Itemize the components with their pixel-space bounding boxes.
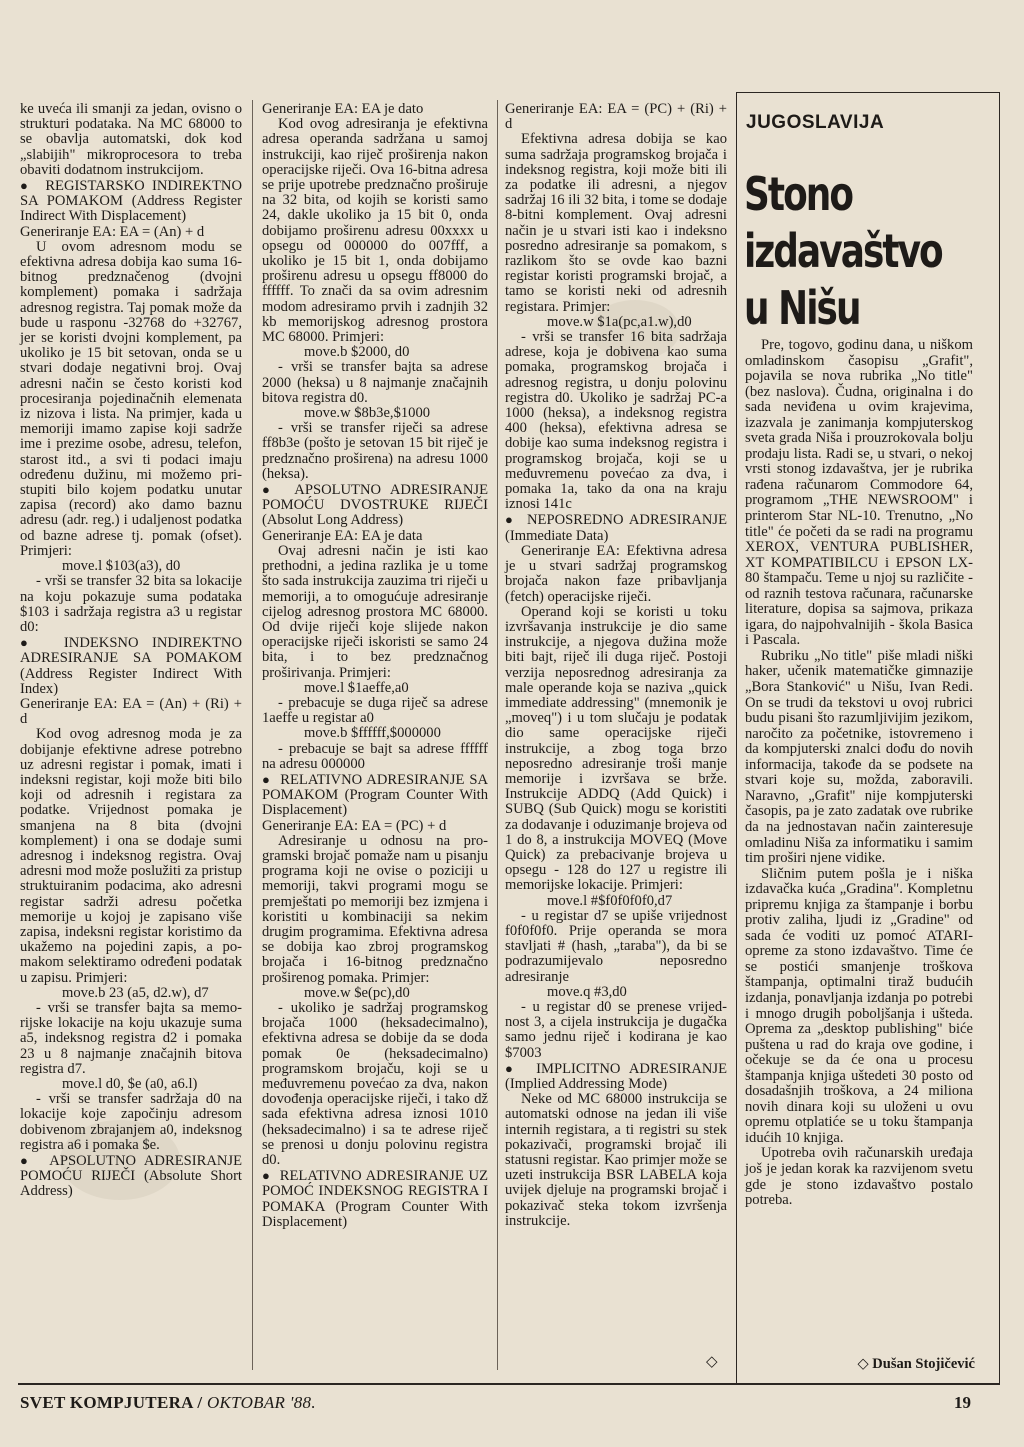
code-example: move.b 23 (a5, d2.w), d7 [62, 984, 209, 1001]
section-heading: ● APSOLUTNO ADRESIRANJE POMOĆU RIJEČI (Absolute Short Address) [20, 1153, 242, 1200]
paragraph: - vrši se transfer sadržaja d0 na lokacije koje započinju adresom dobivenom zbrajanjem a0, indeksnog registra a6 i pomaka $e. [20, 1091, 242, 1153]
paragraph: Generiranje EA: EA = (PC) + (Ri) + d [505, 101, 727, 133]
sidebar-paragraph: Sličnim putem pošla je i niška izdavačka kuća „Gradina". Kompletnu pripremu knjiga za štampanje i borbu protiv zaliha, ljudi iz „Gradine" od sada će voditi uz pomoć ATARI-opreme za stono izdavaštvo. Time će se postići smanjenje troškova štampanja, optimalni tiraž budućih izdanja, ponavljanja izdanja po potrebi i mnogo drugih poboljšanja i ušteda. Oprema za „desktop publishing" biće puštena u rad do kraja ove godine, i očekuje se da će ona u procesu štampanja knjiga uštedeti 30 posto od dosadašnjih troškova, a 24 miliona novih dinara koji su uloženi u ovu opremu otplatiće se u toku štampanja idućih 10 knjiga. [745, 865, 973, 1146]
sidebar-body [745, 338, 973, 1209]
paragraph: Adresiranje u odnosu na programski brojač pomaže nam u pisanju programa koji ne ovise o poziciji u memoriji, takvi programi mogu se premještati po memoriji bez izmjena i koristiti u kombinaciji sa nekim drugim programima. Efektivna adresa se dobija kao zbroj programskog brojača i 16-bitnog predznačno proširenog pomaka. Primjer: [262, 832, 488, 986]
code-example: move.b $ffffff,$000000 [304, 725, 441, 742]
article-column-3 [505, 102, 727, 1229]
page-number: 19 [954, 1393, 971, 1412]
paragraph: - u registar d0 se prenese vrijednost 3, a cijela instrukcija je dugačka samo jednu riječ i kodirana je kao $7003 [505, 998, 727, 1061]
paragraph: Generiranje EA: EA je data [262, 527, 423, 544]
paragraph: - vrši se transfer bajta sa adrese 2000 (heksa) u 8 najmanje značajnih bitova registra d0. [262, 359, 488, 406]
article-column-2 [262, 102, 488, 1230]
paragraph: - vrši se transfer riječi sa adrese ff8b3e (pošto je setovan 15 bit riječ je predznačno proširena) na adresu 1000 (heksa). [262, 420, 488, 482]
sidebar-headline: Stono izdavaštvo u Nišu [744, 167, 942, 335]
paragraph: U ovom adresnom modu se efektivna adresa dobija kao suma 16-bitnog predznačenog (dvojni komplement) pomaka i sadržaja adresnog registra. Taj pomak može da bude u rasponu -32768 do +32767, jer se koristi dvojni komplement, pa ukoliko je 15 bit setovan, onda se u stvari dodaje negativni broj. Ovaj adresni način se često koristi kod procesiranja pojedinačnih elemenata iz nizova i lista. Na primjer, kada u memoriji imamo zapise koji sadrže ime i prezime osobe, adresu, telefon, starost itd., a svi ti podaci imaju određenu dužinu, mi možemo pristupiti bilo kojem podatku unutar zapisa (record) ako damo baznu adresu (adr. reg.) i udaljenost podatka od bazne adrese tj. pomak (ofset). Primjeri: [20, 238, 242, 559]
footer-masthead [20, 1393, 316, 1413]
code-example: move.w $8b3e,$1000 [304, 405, 431, 422]
section-heading: ● INDEKSNO INDIREKTNO ADRESIRANJE SA POMAKOM (Address Register Indirect With Index) [20, 635, 242, 697]
paragraph: Generiranje EA: EA = (PC) + d [262, 817, 447, 834]
sidebar-paragraph: Pre, togovo, godinu dana, u niškom omladinskom časopisu „Grafit", pojavila se nova rubrika „No title" (bez naslova). Čudna, originalna i do sada neviđena u ovim krajevima, izazvala je zanimanja kompjuterskog sveta grada Niša i prouzrokovala bolju prodaju lista. Radi se, u stvari, o nekoj vrsti stonog izdavaštva, jer je rubrika rađena računarom Commodore 64, programom „THE NEWSROOM" i printerom Star NL-10. Trenutno, „No title" će početi da se radi na programu XEROX, VENTURA PUBLISHER, XT KOMPATIBILCU i EPSON LX-80 štampaču. Teme u njoj su različite - od raznih testova računara, računarske literature, dopisa sa sajmova, prikaza igara, do najpohvalnijih - škola Basica i Pascala. [745, 337, 973, 649]
sidebar-kicker: JUGOSLAVIJA [746, 112, 885, 133]
paragraph: ke uveća ili smanji za jedan, ovisno o strukturi podataka. Na MC 68000 to se obavlja automatski, dok kod „slabijih" mikroprocesora to treba obaviti dodatnom instrukcijom. [20, 101, 242, 178]
paragraph: Generiranje EA: EA = (An) + (Ri) + d [20, 695, 242, 728]
paragraph: Neke od MC 68000 instrukcija se automatski odnose na jedan ili više internih registara, a ti registri su stek pokazivači, programski brojač ili statusni registar. Kao primjer može se uzeti instrukcija BSR LABELA koja uvijek djeluje na programski brojač i pokazivač steka tokom izvršenja instrukcije. [505, 1091, 727, 1229]
sidebar-paragraph: Upotreba ovih računarskih uređaja još je jedan korak ka razvijenom svetu gde je stono izdavaštvo postalo potreba. [745, 1145, 973, 1209]
paragraph: - vrši se transfer 32 bita sa lokacije na koju pokazuje suma podataka $103 i sadržaja registra a3 u registar d0: [20, 573, 242, 635]
paragraph: - u registar d7 se upiše vrijednost f0f0f0f0. Prije operanda se mora stavljati # (hash, „taraba"), da bi se podrazumijevalo neposredno adresiranje [505, 907, 727, 985]
footer-magazine-name: SVET KOMPJUTERA / [20, 1393, 203, 1412]
code-example: move.q #3,d0 [547, 983, 627, 1000]
code-example: move.l d0, $e (a0, a6.l) [62, 1076, 198, 1092]
paragraph: Kod ovog adresnog moda je za dobijanje efektivne adrese potrebno uz adresni registar i pomak, imati i indeksni registar, koji može biti bilo koji od adresnih i registara za podatke. Vrijednost pomaka je smanjena na 8 bita (dvojni komplement) i ona se dodaje sumi adresnog i indeksnog registra. Ovaj adresni mod može poslužiti za pristup struktuiranim podacima, ako adresni registar sadrži adresu početka memorije u kojoj je zapisano više zapisa, indeksni registar koristimo da ukažemo na pojedini zapis, a pomakom selektiramo određeni podatak u zapisu. Primjeri: [20, 726, 242, 986]
paragraph: Operand koji se koristi u toku izvršavanja instrukcije je dio same instrukcije, a njegova dužina može biti bajt, riječ ili duga riječ. Postoji verzija neposrednog adresiranja za male operande koja se naziva „quick immediate addressing" (mnemonik je „moveq") i u tom slučaju je podatak dio same operacijske riječi instrukcije, a zbog toga brzo neposredno adresiranje troši manje memorije i izvršava se brže. Instrukcije ADDQ (Add Quick) i SUBQ (Sub Quick) mogu se koristiti za dodavanje i oduzimanje brojeva od 1 do 8, a instrukcija MOVEQ (Move Quick) za prebacivanje brojeva u opsegu - 128 do 127 u registre ili memorijske lokacije. Primjeri: [505, 603, 727, 894]
article-column-1 [20, 102, 242, 1200]
paragraph: Kod ovog adresiranja je efektivna adresa operanda sadržana u samoj instrukciji, kao riječ proširenja nakon operacijske riječi. Ova 16-bitna adresa se prije upotrebe predznačno proširuje na 32 bita, od kojih se koristi samo 24, dakle ukoliko ja 15 bit 0, onda dobijamo proširenu adresu 00xxxx u opsegu od 000000 do 007fff, a ukoliko je 15 bit 1, onda dobijamo proširenu adresu u opsegu ff8000 do ffffff. To znači da sa ovim adresnim modom adresiramo prvih i zadnjih 32 kb memorijskog adresnog prostora MC 68000. Primjeri: [262, 116, 488, 346]
code-example: move.l $103(a3), d0 [62, 558, 181, 575]
paragraph: Generiranje EA: EA = (An) + d [20, 223, 205, 240]
paragraph: Generiranje EA: Efektivna adresa je u stvari sadržaj programskog brojača nakon faze pribavljanja (fetch) operacijske riječi. [505, 542, 727, 605]
paragraph: - vrši se transfer 16 bita sadržaja adrese, koja je dobivena kao suma pomaka, programskog brojača i adresnog registra, u donju polovinu registra d0. Ukoliko je sadržaj PC-a 1000 (heksa), a indeksnog registra 400 (heksa), efektivna adresa se dobije kao suma indeksnog registra i programskog brojača, koji se u međuvremenu povećao za dva, i pomaka 1a, tako da ona na kraju iznosi 141c [505, 329, 727, 513]
paragraph: Efektivna adresa dobija se kao suma sadržaja programskog brojača i indeksnog registra, koji može biti ili za podatke ili adresni, a njegov sadržaj 16 ili 32 bita, i tome se dodaje 8-bitni komplement. Ovaj adresni način je u stvari isti kao i indeksno posredno adresiranje sa pomakom, s razlikom što se ovde kao bazni registar koristi programski brojač, a tamo se koristi neki od adresnih registara. Primjer: [505, 131, 727, 315]
code-example: move.w $e(pc),d0 [304, 984, 410, 1001]
section-heading: ● NEPOSREDNO ADRESIRANJE (Immediate Data) [505, 512, 727, 543]
paragraph: Ovaj adresni način je isti kao prethodni, a jedina razlika je u tome što sada instrukcija zauzima tri riječi u memoriji, a to omogućuje adresiranje cijelog adresnog prostora MC 68000. Od dvije riječi koje slijede nakon operacijske riječi iskoristi se samo 24 bita, i to bez predznačnog proširivanja. Primjeri: [262, 542, 488, 681]
code-example: move.l #$f0f0f0f0,d7 [547, 892, 673, 909]
section-heading: ● RELATIVNO ADRESIRANJE UZ POMOĆ INDEKSNOG REGISTRA I POMAKA (Program Counter With Displacement) [262, 1168, 488, 1230]
section-heading: ● APSOLUTNO ADRESIRANJE POMOĆU DVOSTRUKE RIJEČI (Absolut Long Address) [262, 482, 488, 529]
paragraph: Generiranje EA: EA je dato [262, 101, 424, 117]
code-example: move.w $1a(pc,a1.w),d0 [547, 313, 692, 330]
sidebar-paragraph: Rubriku „No title" piše mladi niški haker, učenik matematičke gimnazije „Bora Stanković" u Nišu, Ivan Redi. On se trudi da tekstovi u ovoj rubrici budu pisani što razumljivijim jezikom, naročito za početnike, istovremeno i da kompjuterski znalci dođu do novih informacija, takođe da se podsete na stvari koje su, možda, zaboravili. Naravno, „Grafit" nije kompjuterski časopis, pa je zato zadatak ove rubrike da na jednostavan način zainteresuje omladinu Niša za informatiku i samim tim proširi njene vidike. [745, 647, 973, 867]
section-heading: ● REGISTARSKO INDIREKTNO SA POMAKOM (Address Register Indirect With Displacement) [20, 178, 242, 225]
footer-issue: OKTOBAR '88. [206, 1393, 316, 1412]
sidebar-byline: ◇ Dušan Stojičević [857, 1356, 975, 1372]
paragraph: - vrši se transfer bajta sa memorijske lokacije na koju ukazuje suma a5, indeksnog registra d2 i pomaka 23 u 8 najmanje značajnih bitova registra d7. [20, 999, 242, 1077]
code-example: move.l $1aeffe,a0 [304, 679, 409, 696]
paragraph: - prebacuje se bajt sa adrese ffffff na adresu 000000 [262, 740, 488, 772]
column-divider [497, 100, 498, 1370]
paragraph: - prebacuje se duga riječ sa adrese 1aeffe u registar a0 [262, 694, 488, 727]
section-heading: ● IMPLICITNO ADRESIRANJE (Implied Addressing Mode) [505, 1061, 727, 1092]
section-heading: ● RELATIVNO ADRESIRANJE SA POMAKOM (Program Counter With Displacement) [262, 772, 488, 819]
code-example: move.b $2000, d0 [304, 344, 410, 361]
paragraph: - ukoliko je sadržaj programskog brojača 1000 (heksadecimalno), efektivna adresa se dobije da se doda pomak 0e (heksadecimalno) programskom brojaču, koji se u međuvremenu povećao za dva, nakon dovođenja operacijske riječi, i tako dž sada efektivna adresa iznosi 1010 (heksadecimalno) i sa te adrese riječ se prenosi u donju polovinu registra d0. [262, 999, 488, 1169]
column-divider [252, 100, 253, 1370]
end-of-article-mark: ◇ [706, 1354, 718, 1370]
footer-rule [18, 1383, 1000, 1385]
